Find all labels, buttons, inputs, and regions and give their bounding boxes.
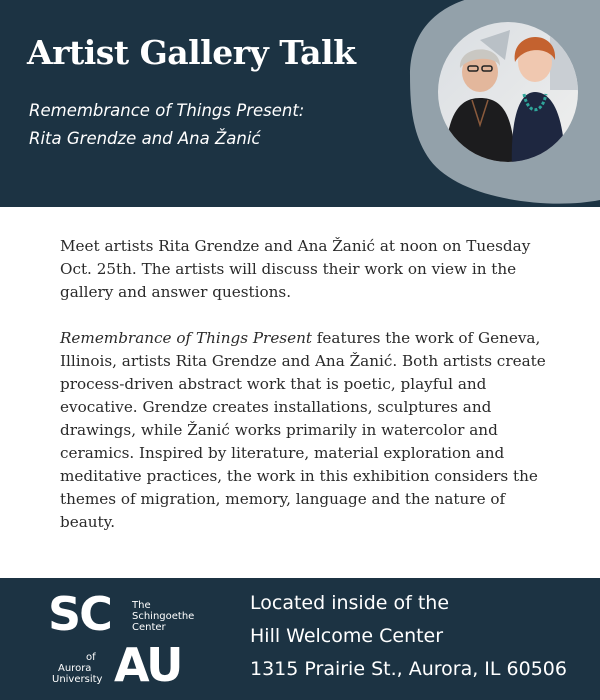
logo-au: AU <box>114 638 182 692</box>
logo-the: The <box>132 600 151 611</box>
location-line-1: Located inside of the <box>250 592 450 614</box>
scau-logo <box>40 586 220 694</box>
logo-center: Center <box>132 622 166 633</box>
location-line-2: Hill Welcome Center <box>250 625 444 647</box>
artists-photo <box>400 0 600 207</box>
logo-of: of <box>86 652 96 663</box>
description-paragraph-2 <box>60 327 560 534</box>
exhibition-title-italic: Remembrance of Things Present <box>60 329 312 347</box>
logo-sc: SC <box>48 587 111 641</box>
logo-university: University <box>52 674 103 685</box>
logo-aurora: Aurora <box>58 663 92 674</box>
description-paragraph-2-text: features the work of Geneva, Illinois, artists Rita Grendze and Ana Žanić. Both artists create process-driven abstract work that is poetic, playful and evocative. Grendze creates installations, sculptures and drawings, while Žanić works primarily in watercolor and ceramics. Inspired by literature, material exploration and meditative practices, the work in this exhibition considers the themes of migration, memory, language and the nature of beauty. <box>60 329 546 531</box>
exhibition-title: Remembrance of Things Present: <box>29 101 305 120</box>
header-banner <box>0 0 600 207</box>
footer-banner <box>0 578 600 700</box>
event-description <box>60 235 560 534</box>
artist-names: Rita Grendze and Ana Žanić <box>29 129 261 148</box>
logo-schingoethe: Schingoethe <box>132 611 195 622</box>
location-address: 1315 Prairie St., Aurora, IL 60506 <box>250 658 567 680</box>
event-title: Artist Gallery Talk <box>27 33 356 72</box>
description-paragraph-1: Meet artists Rita Grendze and Ana Žanić at noon on Tuesday Oct. 25th. The artists will discuss their work on view in the gallery and answer questions. <box>60 237 531 301</box>
